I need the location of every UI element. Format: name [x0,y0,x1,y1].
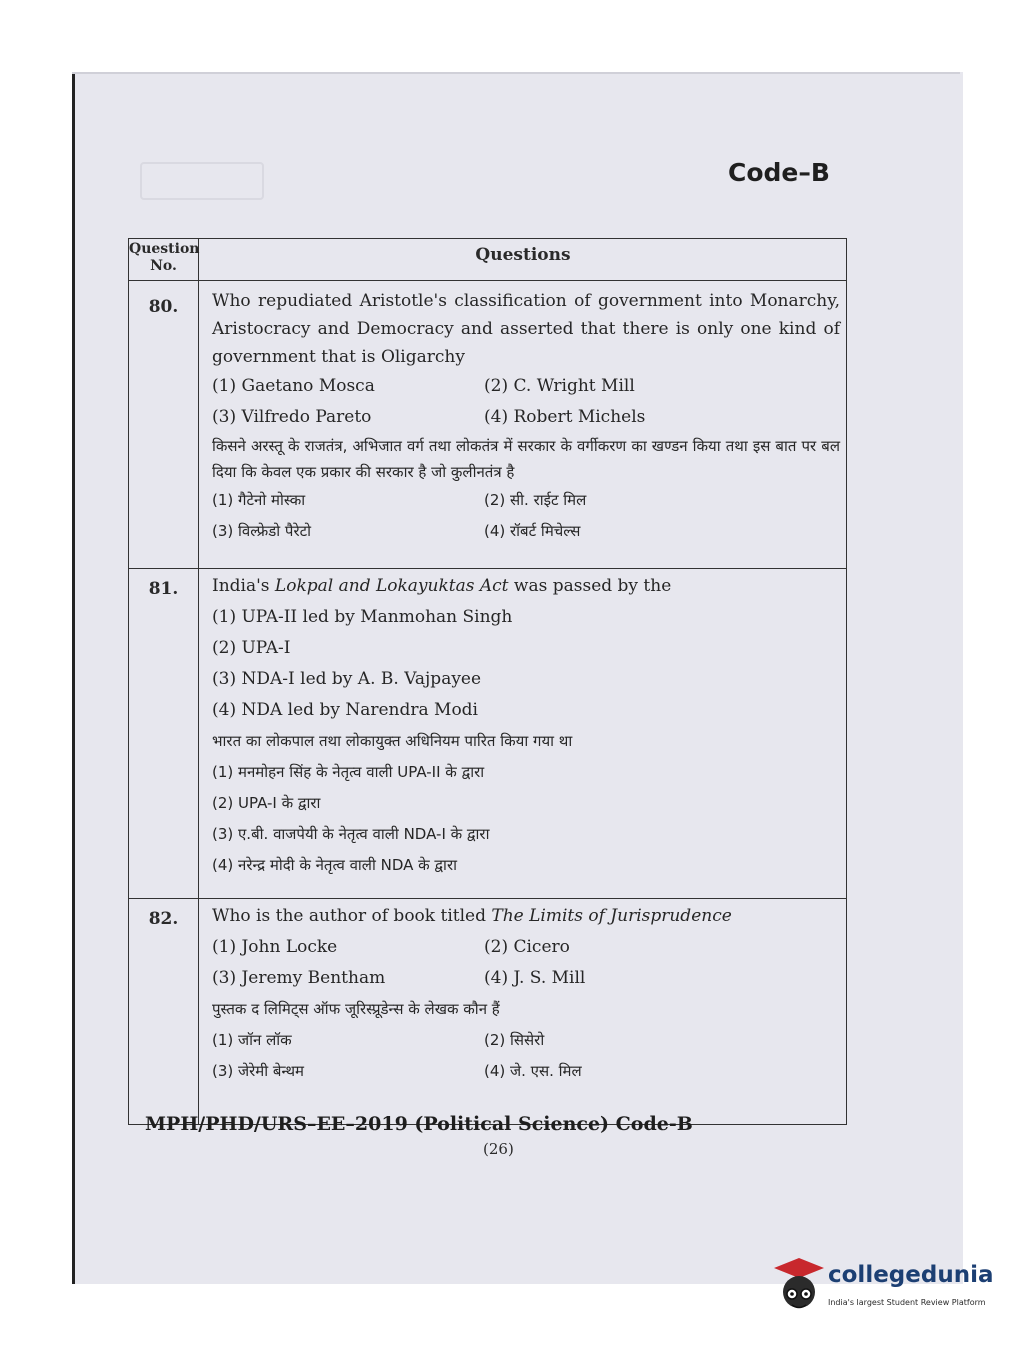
column-divider [198,239,199,1124]
option: (1) Gaetano Mosca [212,376,375,396]
column-header-questions: Questions [475,245,571,265]
option: (4) जे. एस. मिल [484,1062,582,1080]
question-table [128,238,847,1125]
option: (3) जेरेमी बेन्थम [212,1062,305,1080]
question-number: 81. [148,579,179,599]
question-82 [212,901,840,1087]
question-stem-hi: पुस्तक द लिमिट्स ऑफ जूरिस्प्रूडेन्स के लेखक कौन हैं [212,1000,500,1018]
option: (1) गैटेनो मोस्का [212,491,306,509]
logo-tagline: India's largest Student Review Platform [828,1298,986,1307]
logo-wordmark: collegedunia [828,1262,994,1288]
option: (4) J. S. Mill [484,968,586,988]
question-stem-hi: किसने अरस्तू के राजतंत्र, अभिजात वर्ग तथा लोकतंत्र में सरकार के वर्गीकरण का खण्डन किया तथा इस बात पर बल दिया कि केवल एक प्रकार की सरकार है जो कुलीनतंत्र है [212,437,840,481]
page-number: (26) [483,1140,514,1158]
options-row [212,1056,840,1087]
option: (3) विल्फ्रेडो पैरेटो [212,522,312,540]
footer-exam-code: MPH/PHD/URS–EE–2019 (Political Science) Code-B [145,1113,693,1135]
options-row [212,963,840,994]
header-divider [129,280,846,281]
options-row [212,932,840,963]
page-edge [72,72,960,74]
code-label: Code–B [728,158,830,187]
option: (2) Cicero [484,937,570,957]
options-row [212,402,840,433]
option: (1) UPA-II led by Manmohan Singh [212,607,513,627]
option: (3) Jeremy Bentham [212,968,386,988]
question-number: 80. [148,297,179,317]
option: (2) सी. राईट मिल [484,491,587,509]
option: (3) Vilfredo Pareto [212,407,372,427]
question-stem-en: Who is the author of book titled The Limits of Jurisprudence [212,906,732,926]
question-stem-en: India's Lokpal and Lokayuktas Act was passed by the [212,576,672,596]
options-row [212,516,840,547]
option: (4) नरेन्द्र मोदी के नेतृत्व वाली NDA के द्वारा [212,856,457,874]
option: (3) NDA-I led by A. B. Vajpayee [212,669,482,689]
option: (1) जॉन लॉक [212,1031,292,1049]
option: (4) Robert Michels [484,407,646,427]
option: (1) मनमोहन सिंह के नेतृत्व वाली UPA-II के द्वारा [212,763,485,781]
option: (4) NDA led by Narendra Modi [212,700,478,720]
option: (3) ए.बी. वाजपेयी के नेतृत्व वाली NDA-I के द्वारा [212,825,490,843]
show-through-shadow [140,162,264,200]
column-header-question-no: Question No. [129,241,200,274]
option: (2) C. Wright Mill [484,376,635,396]
row-divider [129,568,846,569]
option: (2) सिसेरो [484,1031,545,1049]
option: (2) UPA-I [212,638,291,658]
option: (4) रॉबर्ट मिचेल्स [484,522,581,540]
mascot-icon [772,1256,826,1316]
question-number: 82. [148,909,179,929]
option: (1) John Locke [212,937,338,957]
row-divider [129,898,846,899]
question-80 [212,287,840,547]
question-81 [212,571,840,881]
options-row [212,485,840,516]
option: (2) UPA-I के द्वारा [212,794,321,812]
question-stem-hi: भारत का लोकपाल तथा लोकायुक्त अधिनियम पारित किया गया था [212,732,573,750]
collegedunia-logo [772,1254,992,1324]
options-row [212,371,840,402]
question-stem-en: Who repudiated Aristotle's classification of government into Monarchy, Aristocracy and Democracy and asserted that there is only one kind of government that is Oligarchy [212,291,840,367]
options-row [212,1025,840,1056]
